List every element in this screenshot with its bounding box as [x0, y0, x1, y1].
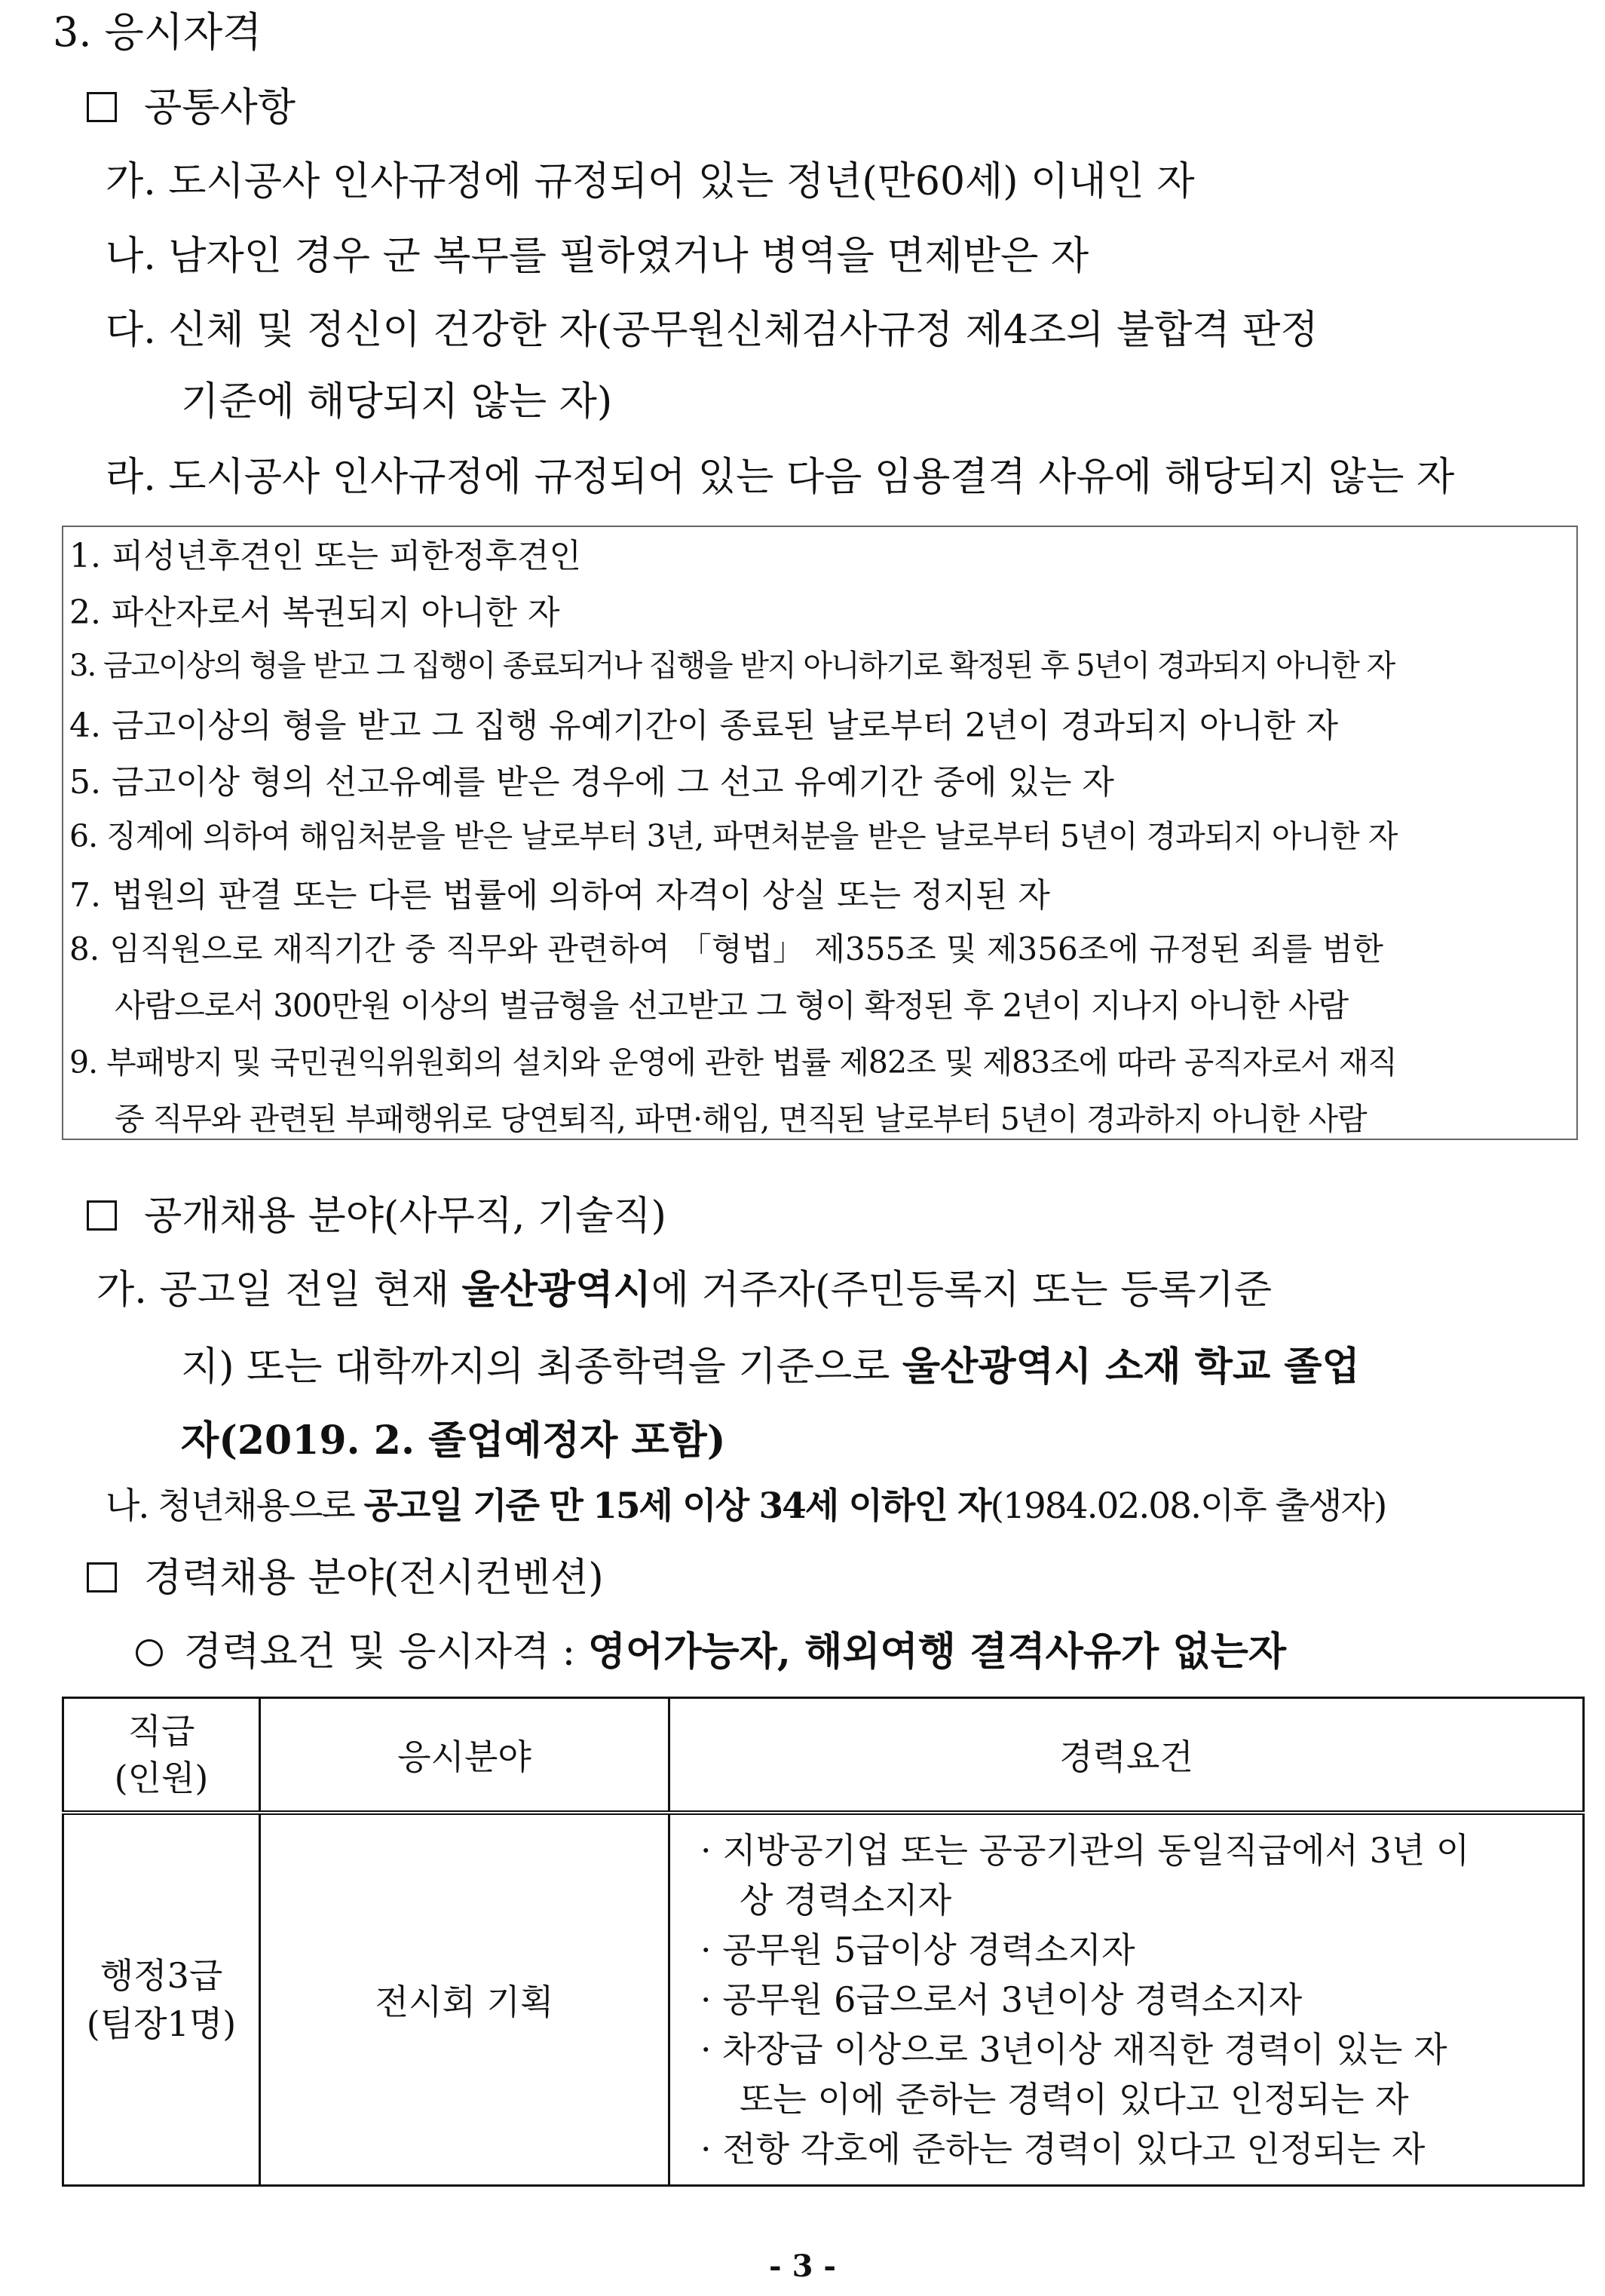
- common-item-da: 다. 신체 및 정신이 건강한 자(공무원신체검사규정 제4조의 불합격 판정: [106, 308, 1319, 353]
- section-heading: 3. 응시자격: [53, 8, 262, 56]
- open-title-text: 공개채용 분야(사무직, 기술직): [144, 1194, 666, 1239]
- circle-bullet-icon: [136, 1639, 163, 1666]
- open-section-title: [87, 1184, 666, 1240]
- checkbox-square-icon: [87, 1200, 117, 1231]
- common-item-na: 나. 남자인 경우 군 복무를 필하였거나 병역을 면제받은 자: [106, 234, 1089, 279]
- requirement-4: · 차장급 이상으로 3년이상 재직한 경력이 있는 자: [700, 2029, 1447, 2070]
- disqualification-4: 4. 금고이상의 형을 받고 그 집행 유예기간이 종료된 날로부터 2년이 경과되지 아니한 자: [69, 707, 1338, 745]
- cell-rank: 행정3급 (팀장1명): [63, 1813, 260, 2186]
- disqualification-5: 5. 금고이상 형의 선고유예를 받은 경우에 그 선고 유예기간 중에 있는 자: [69, 763, 1114, 802]
- requirement-1-cont: 상 경력소지자: [740, 1880, 952, 1920]
- common-item-ga: 가. 도시공사 인사규정에 규정되어 있는 정년(만60세) 이내인 자: [106, 159, 1195, 204]
- career-requirements-table: [62, 1697, 1585, 2187]
- disqualification-8: 8. 임직원으로 재직기간 중 직무와 관련하여 「형법」 제355조 및 제356조에 규정된 죄를 범한: [69, 930, 1383, 967]
- requirement-3: · 공무원 6급으로서 3년이상 경력소지자: [700, 1979, 1303, 2020]
- disqualification-8-cont: 사람으로서 300만원 이상의 벌금형을 선고받고 그 형이 확정된 후 2년이 지나지 아니한 사람: [115, 987, 1349, 1024]
- table-row: [63, 1813, 1584, 2186]
- common-section-title: [87, 75, 296, 132]
- disqualification-2: 2. 파산자로서 복권되지 아니한 자: [69, 593, 560, 632]
- cell-requirements: [669, 1813, 1584, 2186]
- career-section-title: [87, 1546, 604, 1602]
- common-title-text: 공통사항: [144, 85, 296, 130]
- checkbox-square-icon: [87, 92, 117, 122]
- disqualification-7: 7. 법원의 판결 또는 다른 법률에 의하여 자격이 상실 또는 정지된 자: [69, 876, 1050, 915]
- requirement-4-cont: 또는 이에 준하는 경력이 있다고 인정되는 자: [740, 2079, 1409, 2120]
- common-item-ra: 라. 도시공사 인사규정에 규정되어 있는 다음 임용결격 사유에 해당되지 않는 자: [106, 455, 1455, 500]
- open-item-na: 나. 청년채용으로 공고일 기준 만 15세 이상 34세 이하인 자(1984.02.08.이후 출생자): [106, 1485, 1386, 1527]
- header-field: 응시분야: [260, 1698, 669, 1813]
- requirement-5: · 전항 각호에 준하는 경력이 있다고 인정되는 자: [700, 2129, 1426, 2169]
- disqualification-1: 1. 피성년후견인 또는 피한정후견인: [69, 537, 581, 575]
- checkbox-square-icon: [87, 1562, 117, 1592]
- page-number: - 3 -: [769, 2248, 836, 2284]
- requirement-2: · 공무원 5급이상 경력소지자: [700, 1930, 1135, 1970]
- table-header-row: [63, 1698, 1584, 1813]
- disqualification-6: 6. 징계에 의하여 해임처분을 받은 날로부터 3년, 파면처분을 받은 날로부터 5년이 경과되지 아니한 자: [69, 818, 1398, 854]
- open-item-ga-line3: 자(2019. 2. 졸업예정자 포함): [181, 1418, 726, 1464]
- career-requirement-line: 경력요건 및 응시자격 : 영어가능자, 해외여행 결격사유가 없는자: [136, 1620, 1286, 1676]
- requirement-1: · 지방공기업 또는 공공기관의 동일직급에서 3년 이: [700, 1830, 1470, 1871]
- header-rank: 직급 (인원): [63, 1698, 260, 1813]
- disqualification-3: 3. 금고이상의 형을 받고 그 집행이 종료되거나 집행을 받지 아니하기로 확정된 후 5년이 경과되지 아니한 자: [69, 648, 1395, 683]
- open-item-ga: 가. 공고일 전일 현재 울산광역시에 거주자(주민등록지 또는 등록기준: [96, 1267, 1273, 1313]
- cell-field: 전시회 기획: [260, 1813, 669, 2186]
- career-title-text: 경력채용 분야(전시컨벤션): [144, 1556, 604, 1601]
- disqualification-9: 9. 부패방지 및 국민권익위원회의 설치와 운영에 관한 법률 제82조 및 제83조에 따라 공직자로서 재직: [69, 1044, 1397, 1081]
- common-item-da-cont: 기준에 해당되지 않는 자): [181, 379, 613, 425]
- open-item-ga-line2: 지) 또는 대학까지의 최종학력을 기준으로 울산광역시 소재 학교 졸업: [181, 1344, 1360, 1390]
- disqualification-9-cont: 중 직무와 관련된 부패행위로 당연퇴직, 파면·해임, 면직된 날로부터 5년이 경과하지 아니한 사람: [115, 1101, 1367, 1137]
- header-requirements: 경력요건: [669, 1698, 1584, 1813]
